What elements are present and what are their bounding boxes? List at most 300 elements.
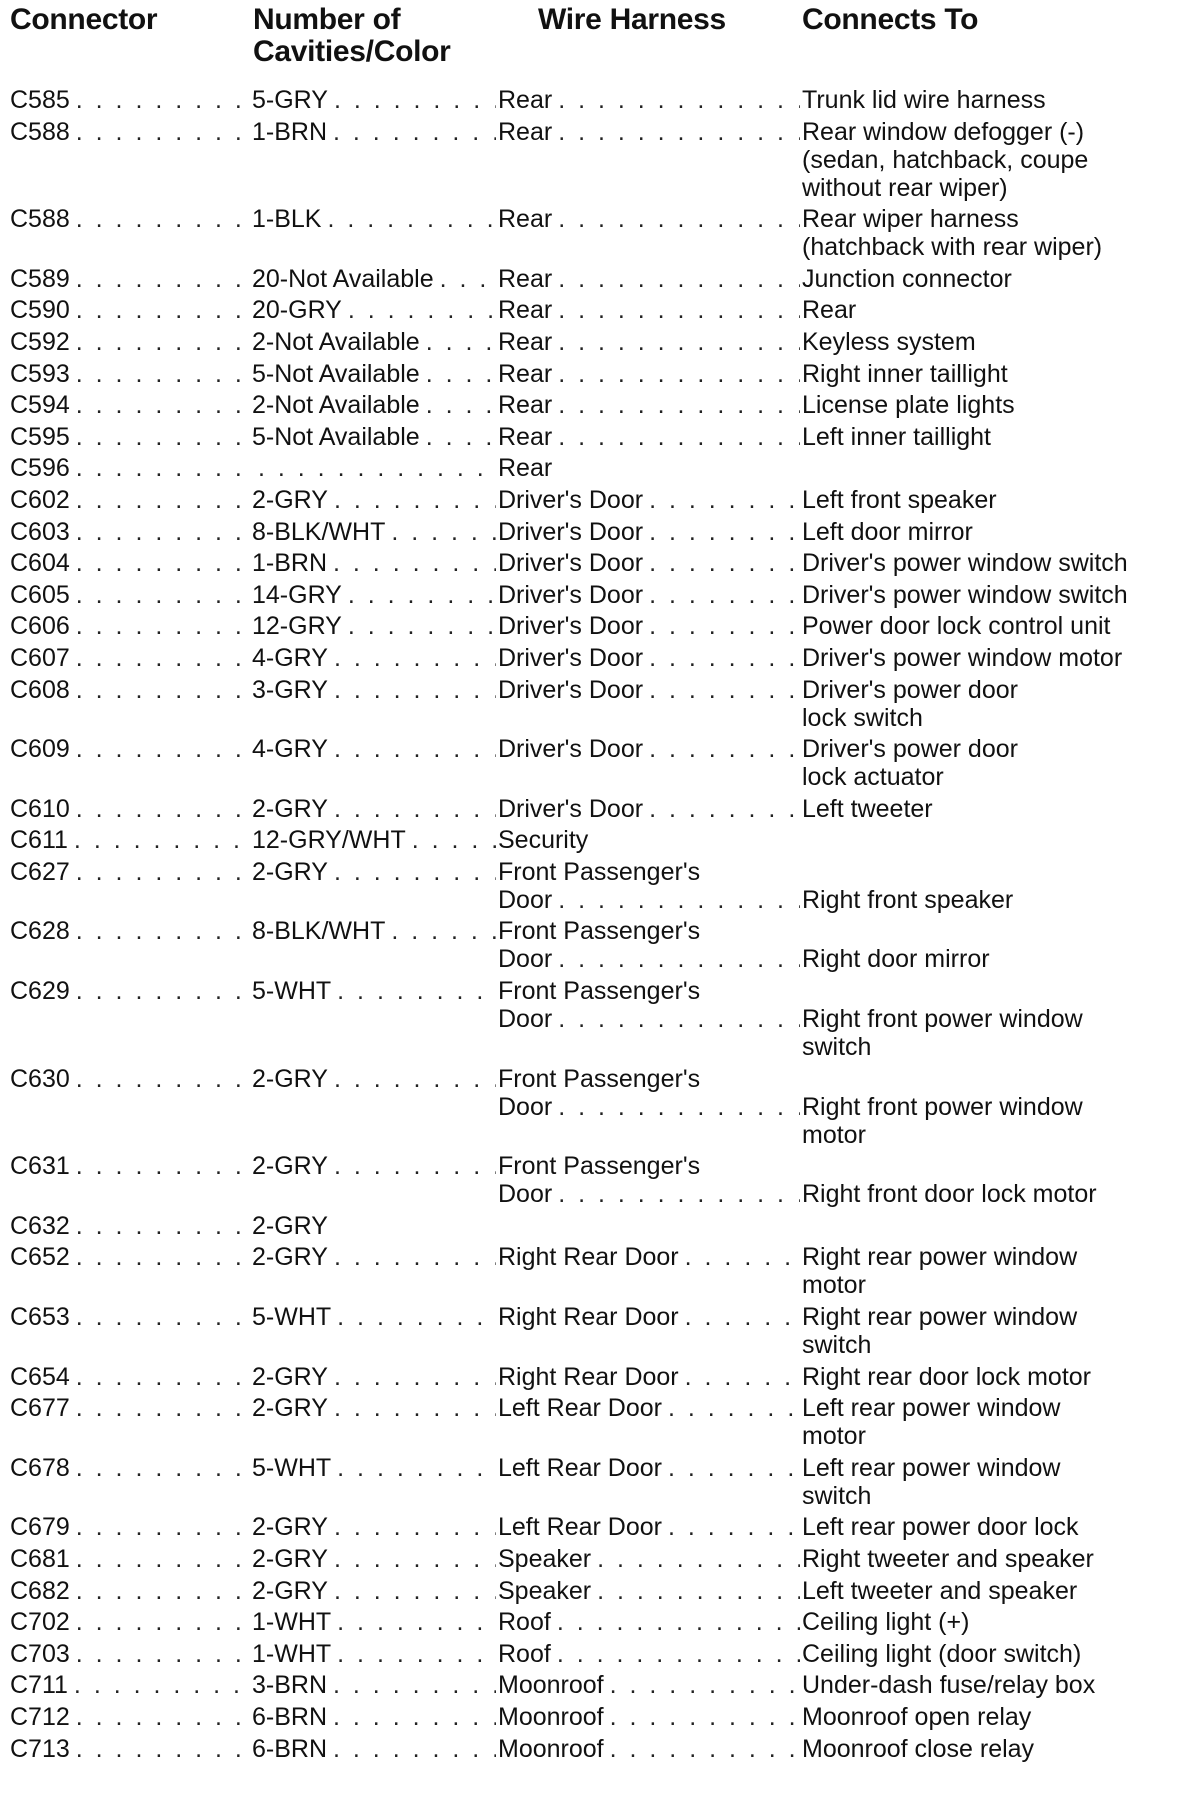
connector-line — [10, 118, 250, 146]
table-row — [0, 391, 1184, 423]
cavities-line — [252, 795, 496, 823]
connector-id: C603 — [10, 517, 70, 546]
cavities-cell — [252, 549, 496, 577]
wire-harness-line — [498, 1065, 800, 1093]
connects-to-cell — [802, 1212, 1180, 1240]
connector-id: C589 — [10, 264, 70, 293]
dot-leader — [70, 1577, 250, 1605]
dot-leader — [643, 735, 800, 763]
cavities-cell — [252, 917, 496, 945]
connector-cell — [10, 1608, 250, 1636]
cavities-cell — [252, 391, 496, 419]
cavities-color: 5-Not Available — [252, 359, 420, 388]
wire-harness-line — [498, 795, 800, 823]
connector-cell — [10, 328, 250, 356]
cavities-line — [252, 917, 496, 945]
wire-harness-text: Driver's Door — [498, 612, 644, 641]
connects-to-line — [802, 454, 1180, 482]
connects-to-cell — [802, 1152, 1180, 1208]
cavities-color: 20-Not Available — [252, 264, 434, 293]
cavities-line — [252, 86, 496, 114]
dot-leader — [643, 549, 800, 577]
connects-to-text: Rear — [802, 296, 857, 325]
table-row — [0, 1608, 1184, 1640]
connects-to-text: (sedan, hatchback, coupe — [802, 145, 1089, 174]
connector-cell — [10, 1671, 250, 1699]
connects-to-line — [802, 233, 1180, 261]
connector-id: C679 — [10, 1513, 70, 1542]
cavities-cell — [252, 1212, 496, 1240]
cavities-cell — [252, 1363, 496, 1391]
cavities-cell — [252, 644, 496, 672]
cavities-line — [252, 1243, 496, 1271]
dot-leader — [643, 795, 800, 823]
wire-harness-cell — [498, 486, 800, 514]
dot-leader — [679, 1243, 800, 1271]
connector-line — [10, 86, 250, 114]
dot-leader — [328, 1545, 496, 1573]
cavities-cell — [252, 1735, 496, 1763]
connector-id: C602 — [10, 485, 70, 514]
cavities-color: 5-WHT — [252, 977, 332, 1006]
table-row — [0, 1545, 1184, 1577]
connects-to-text: Left rear power window — [802, 1394, 1061, 1423]
wire-harness-text: Front Passenger's — [498, 857, 701, 886]
wire-harness-line — [498, 826, 800, 854]
wire-harness-line — [498, 1671, 800, 1699]
connector-id: C595 — [10, 422, 70, 451]
connector-line — [10, 612, 250, 640]
connector-cell — [10, 1152, 250, 1180]
connects-to-text: Moonroof close relay — [802, 1734, 1035, 1763]
cavities-line — [252, 1065, 496, 1093]
cavities-cell — [252, 454, 496, 482]
connects-to-line — [802, 581, 1180, 609]
dot-leader — [328, 1152, 496, 1180]
dot-leader — [420, 391, 496, 419]
cavities-cell — [252, 977, 496, 1005]
connector-cell — [10, 1065, 250, 1093]
connector-id: C605 — [10, 580, 70, 609]
dot-leader — [70, 676, 250, 704]
connector-line — [10, 391, 250, 419]
table-row — [0, 86, 1184, 118]
connector-id: C594 — [10, 391, 70, 420]
dot-leader — [604, 1735, 800, 1763]
dot-leader — [331, 1608, 496, 1636]
table-row — [0, 1363, 1184, 1395]
connects-to-line — [802, 146, 1180, 174]
wire-harness-text: Rear — [498, 264, 553, 293]
wire-harness-text: Rear — [498, 117, 553, 146]
dot-leader — [552, 423, 800, 451]
connector-id: C588 — [10, 205, 70, 234]
connector-cell — [10, 612, 250, 640]
connector-cell — [10, 735, 250, 763]
connector-line — [10, 644, 250, 672]
dot-leader — [70, 1513, 250, 1541]
cavities-cell — [252, 1577, 496, 1605]
connector-id: C702 — [10, 1608, 70, 1637]
dot-leader — [552, 86, 800, 114]
table-row — [0, 486, 1184, 518]
wire-harness-cell — [498, 977, 800, 1033]
connects-to-cell — [802, 735, 1180, 791]
wire-harness-text: Door — [498, 945, 553, 974]
dot-leader — [70, 423, 250, 451]
wire-harness-text: Driver's Door — [498, 549, 644, 578]
wire-harness-text: Rear — [498, 391, 553, 420]
connects-to-cell — [802, 118, 1180, 202]
dot-leader — [70, 735, 250, 763]
connects-to-cell — [802, 1671, 1180, 1699]
cavities-color: 3-BRN — [252, 1671, 328, 1700]
dot-leader — [643, 644, 800, 672]
wire-harness-text: Driver's Door — [498, 794, 644, 823]
connector-cell — [10, 977, 250, 1005]
cavities-color: 6-BRN — [252, 1734, 328, 1763]
cavities-line — [252, 118, 496, 146]
cavities-line — [252, 1577, 496, 1605]
wire-harness-cell — [498, 1640, 800, 1668]
cavities-color: 2-GRY — [252, 1576, 328, 1605]
wire-harness-cell — [498, 581, 800, 609]
connects-to-line — [802, 612, 1180, 640]
table-body — [0, 86, 1184, 1766]
connects-to-cell — [802, 1608, 1180, 1636]
connector-line — [10, 1640, 250, 1668]
wire-harness-line — [498, 423, 800, 451]
connects-to-text: Left tweeter — [802, 794, 933, 823]
connects-to-line — [802, 1033, 1180, 1061]
connects-to-line — [802, 1180, 1180, 1208]
connector-id: C606 — [10, 612, 70, 641]
cavities-color: 5-WHT — [252, 1453, 332, 1482]
connects-to-line — [802, 1212, 1180, 1240]
dot-leader — [328, 1394, 496, 1422]
dot-leader — [420, 423, 496, 451]
wire-harness-cell — [498, 1671, 800, 1699]
connector-id: C703 — [10, 1639, 70, 1668]
wire-harness-text: Security — [498, 826, 589, 855]
connector-line — [10, 917, 250, 945]
connector-cell — [10, 86, 250, 114]
dot-leader — [70, 328, 250, 356]
table-row — [0, 612, 1184, 644]
wire-harness-cell — [498, 1608, 800, 1636]
connects-to-cell — [802, 644, 1180, 672]
connects-to-line — [802, 795, 1180, 823]
wire-harness-line — [498, 549, 800, 577]
connector-line — [10, 1243, 250, 1271]
connector-line — [10, 1608, 250, 1636]
connects-to-line — [802, 1331, 1180, 1359]
connector-cell — [10, 826, 250, 854]
cavities-line — [252, 205, 496, 233]
wire-harness-text: Roof — [498, 1608, 551, 1637]
header-cavities — [253, 4, 451, 68]
dot-leader — [70, 977, 250, 1005]
wire-harness-text: Roof — [498, 1639, 551, 1668]
dot-leader — [342, 581, 496, 609]
cavities-color: 2-GRY — [252, 1152, 328, 1181]
connects-to-text: Ceiling light (door switch) — [802, 1639, 1082, 1668]
cavities-line — [252, 518, 496, 546]
dot-leader — [328, 676, 496, 704]
table-row — [0, 454, 1184, 486]
connects-to-line — [802, 1422, 1180, 1450]
table-row — [0, 1640, 1184, 1672]
connector-id: C652 — [10, 1243, 70, 1272]
connects-to-text: switch — [802, 1481, 872, 1510]
wire-harness-cell — [498, 1577, 800, 1605]
wire-harness-cell — [498, 549, 800, 577]
cavities-line — [252, 735, 496, 763]
connects-to-text: Moonroof open relay — [802, 1702, 1032, 1731]
wire-harness-line — [498, 945, 800, 973]
connects-to-text: Keyless system — [802, 327, 976, 356]
connects-to-cell — [802, 1243, 1180, 1299]
wire-harness-cell — [498, 858, 800, 914]
cavities-color: 2-GRY — [252, 1243, 328, 1272]
connects-to-cell — [802, 486, 1180, 514]
dot-leader — [328, 735, 496, 763]
connects-to-text: lock switch — [802, 703, 923, 732]
wire-harness-line — [498, 1093, 800, 1121]
table-row — [0, 917, 1184, 977]
dot-leader — [552, 328, 800, 356]
wire-harness-line — [498, 1363, 800, 1391]
cavities-cell — [252, 1640, 496, 1668]
cavities-cell — [252, 1394, 496, 1422]
wire-harness-cell — [498, 676, 800, 704]
connects-to-line — [802, 1454, 1180, 1482]
cavities-line — [252, 1703, 496, 1731]
wire-harness-text: Rear — [498, 205, 553, 234]
connects-to-text: Ceiling light (+) — [802, 1608, 970, 1637]
connector-cell — [10, 296, 250, 324]
dot-leader — [70, 1243, 250, 1271]
cavities-cell — [252, 486, 496, 514]
wire-harness-cell — [498, 1545, 800, 1573]
dot-leader — [321, 205, 496, 233]
connects-to-line — [802, 265, 1180, 293]
connector-cell — [10, 676, 250, 704]
connector-cell — [10, 581, 250, 609]
connector-line — [10, 858, 250, 886]
dot-leader — [70, 296, 250, 324]
connects-to-text: (hatchback with rear wiper) — [802, 233, 1103, 262]
cavities-line — [252, 644, 496, 672]
cavities-color: 2-GRY — [252, 1394, 328, 1423]
connects-to-line — [802, 486, 1180, 514]
cavities-cell — [252, 86, 496, 114]
cavities-cell — [252, 1608, 496, 1636]
connector-cell — [10, 486, 250, 514]
connector-cell — [10, 1513, 250, 1541]
dot-leader — [70, 644, 250, 672]
dot-leader — [252, 454, 496, 482]
wire-harness-cell — [498, 265, 800, 293]
dot-leader — [552, 1180, 800, 1208]
cavities-cell — [252, 1513, 496, 1541]
wire-harness-line — [498, 1180, 800, 1208]
connects-to-text: Right inner taillight — [802, 359, 1008, 388]
cavities-color: 4-GRY — [252, 735, 328, 764]
connects-to-cell — [802, 205, 1180, 261]
cavities-color: 2-GRY — [252, 485, 328, 514]
connects-to-cell — [802, 1065, 1180, 1149]
connects-to-text: Right rear door lock motor — [802, 1362, 1092, 1391]
connector-id: C627 — [10, 857, 70, 886]
connects-to-line — [802, 1065, 1180, 1093]
wire-harness-text: Rear — [498, 359, 553, 388]
connects-to-cell — [802, 1703, 1180, 1731]
dot-leader — [551, 1640, 800, 1668]
dot-leader — [327, 1671, 496, 1699]
wire-harness-line — [498, 1454, 800, 1482]
connects-to-line — [802, 735, 1180, 763]
cavities-cell — [252, 296, 496, 324]
dot-leader — [327, 118, 496, 146]
connects-to-cell — [802, 612, 1180, 640]
connector-id: C681 — [10, 1545, 70, 1573]
table-row — [0, 977, 1184, 1065]
wire-harness-line — [498, 118, 800, 146]
table-row — [0, 296, 1184, 328]
cavities-cell — [252, 826, 496, 854]
connects-to-text: Driver's power door — [802, 735, 1018, 764]
connector-cell — [10, 1640, 250, 1668]
connector-cell — [10, 391, 250, 419]
connector-cell — [10, 549, 250, 577]
connects-to-text: motor — [802, 1120, 866, 1149]
connector-id: C653 — [10, 1303, 70, 1332]
wire-harness-cell — [498, 423, 800, 451]
header-cavities-line-2: Cavities/Color — [253, 35, 451, 68]
cavities-cell — [252, 581, 496, 609]
connects-to-cell — [802, 1577, 1180, 1605]
wire-harness-cell — [498, 1152, 800, 1208]
cavities-color: 8-BLK/WHT — [252, 917, 386, 946]
connector-line — [10, 518, 250, 546]
dot-leader — [70, 486, 250, 514]
wire-harness-cell — [498, 360, 800, 388]
connects-to-line — [802, 360, 1180, 388]
dot-leader — [70, 917, 250, 945]
connector-line — [10, 486, 250, 514]
connects-to-cell — [802, 454, 1180, 482]
cavities-color: 12-GRY — [252, 612, 342, 641]
connector-line — [10, 423, 250, 451]
connector-id: C712 — [10, 1702, 70, 1731]
connects-to-line — [802, 1577, 1180, 1605]
connector-line — [10, 296, 250, 324]
connects-to-cell — [802, 917, 1180, 973]
wire-harness-cell — [498, 917, 800, 973]
connector-id: C610 — [10, 794, 70, 823]
dot-leader — [70, 1735, 250, 1763]
dot-leader — [662, 1454, 800, 1482]
dot-leader — [662, 1513, 800, 1541]
wire-harness-text: Right Rear Door — [498, 1303, 679, 1332]
connector-id: C585 — [10, 86, 70, 114]
dot-leader — [328, 486, 496, 514]
cavities-color: 1-BRN — [252, 117, 328, 146]
wire-harness-cell — [498, 1212, 800, 1240]
dot-leader — [385, 518, 496, 546]
connects-to-cell — [802, 826, 1180, 854]
connects-to-line — [802, 423, 1180, 451]
header-cavities-line-1: Number of — [253, 3, 401, 36]
connector-line — [10, 676, 250, 704]
dot-leader — [406, 826, 496, 854]
wire-harness-line — [498, 1545, 800, 1573]
table-row — [0, 118, 1184, 206]
wire-harness-text: Driver's Door — [498, 485, 644, 514]
wire-harness-line — [498, 296, 800, 324]
dot-leader — [331, 1454, 496, 1482]
connects-to-text: Driver's power window motor — [802, 643, 1123, 672]
cavities-cell — [252, 118, 496, 146]
wire-harness-line — [498, 1243, 800, 1271]
cavities-color: 12-GRY/WHT — [252, 826, 406, 855]
connects-to-line — [802, 1093, 1180, 1121]
cavities-color: 6-BRN — [252, 1702, 328, 1731]
connector-line — [10, 1545, 250, 1573]
wire-harness-line — [498, 486, 800, 514]
connector-cell — [10, 1545, 250, 1573]
dot-leader — [328, 795, 496, 823]
dot-leader — [552, 205, 800, 233]
wire-harness-line — [498, 518, 800, 546]
cavities-color: 4-GRY — [252, 643, 328, 672]
wire-harness-line — [498, 1703, 800, 1731]
wire-harness-text: Door — [498, 1005, 553, 1034]
connects-to-cell — [802, 549, 1180, 577]
cavities-line — [252, 1640, 496, 1668]
dot-leader — [70, 391, 250, 419]
header-connector: Connector — [10, 3, 158, 36]
cavities-line — [252, 423, 496, 451]
cavities-cell — [252, 1303, 496, 1331]
dot-leader — [70, 1363, 250, 1391]
wire-harness-text: Left Rear Door — [498, 1513, 662, 1542]
connects-to-text: Left front speaker — [802, 485, 997, 514]
table-row — [0, 676, 1184, 736]
connects-to-line — [802, 1394, 1180, 1422]
cavities-cell — [252, 1454, 496, 1482]
dot-leader — [643, 612, 800, 640]
dot-leader — [70, 549, 250, 577]
wire-harness-cell — [498, 296, 800, 324]
table-row — [0, 1703, 1184, 1735]
connects-to-line — [802, 1608, 1180, 1636]
wire-harness-line — [498, 581, 800, 609]
dot-leader — [591, 1577, 800, 1605]
dot-leader — [679, 1363, 800, 1391]
table-header — [0, 4, 1184, 76]
connector-line — [10, 581, 250, 609]
wire-harness-line — [498, 1394, 800, 1422]
dot-leader — [70, 205, 250, 233]
connects-to-cell — [802, 676, 1180, 732]
wire-harness-text: Moonroof — [498, 1702, 604, 1731]
connector-line — [10, 1671, 250, 1699]
cavities-cell — [252, 360, 496, 388]
wire-harness-line — [498, 360, 800, 388]
cavities-color: 20-GRY — [252, 296, 342, 325]
